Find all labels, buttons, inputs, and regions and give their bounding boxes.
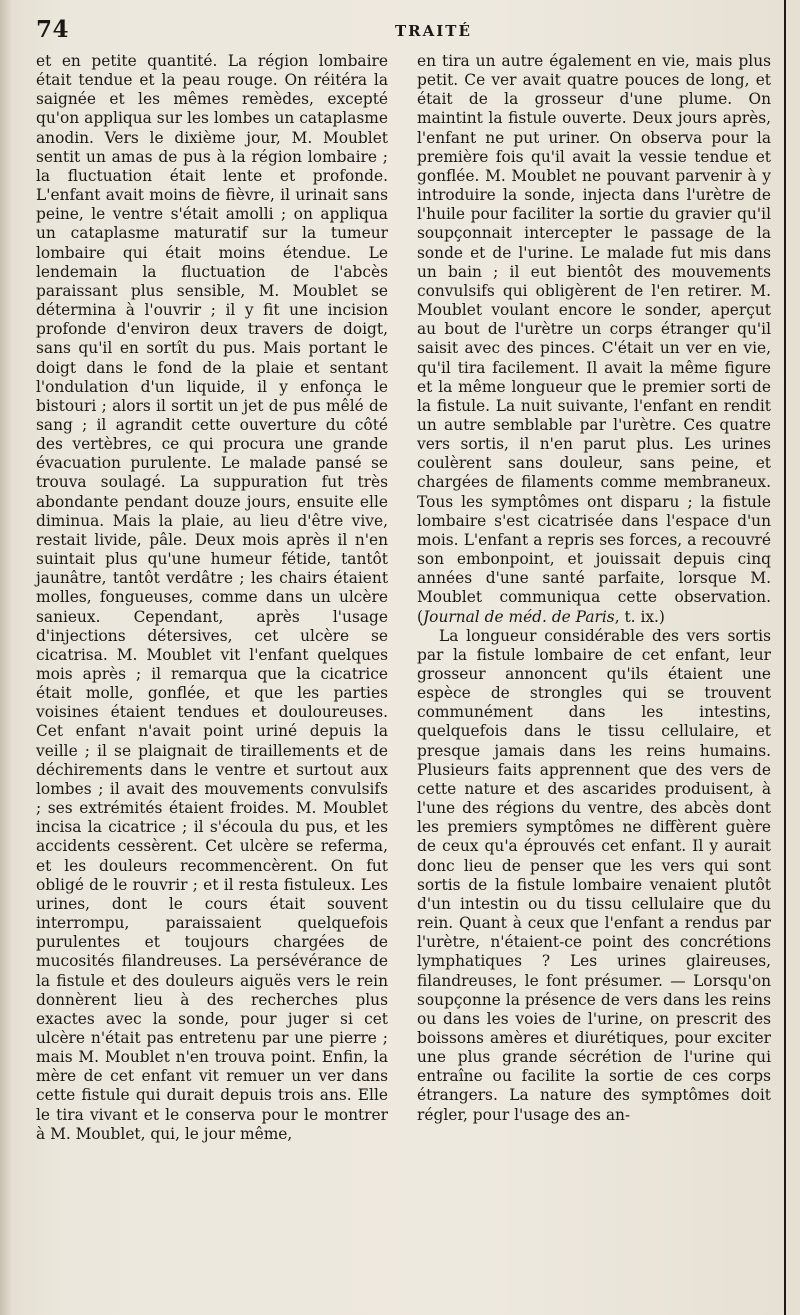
page-gutter-shadow bbox=[0, 0, 12, 1315]
right-column bbox=[417, 52, 771, 1125]
citation-open: ( bbox=[417, 607, 424, 626]
page-number: 74 bbox=[36, 16, 70, 43]
paragraph: La longueur considérable des vers sortis par la fistule lombaire de cet enfant, leur grosseur annoncent qu'ils étaient une espèce de strongles qui se trouvent communément dans les intestins, quelquefois dans le tissu cellulaire, et presque jamais dans les reins humains. Plusieurs faits apprennent que des vers de cette nature et des ascarides produisent, à l'une des régions du ventre, des abcès dont les premiers symptômes ne diffèrent guère de ceux qu'a éprouvés cet enfant. Il y aurait donc lieu de penser que les vers qui sont sortis de la fistule lombaire venaient plutôt d'un intestin ou du tissu cellulaire que du rein. Quant à ceux que l'enfant a rendus par l'urètre, n'étaient-ce point des concrétions lymphatiques ? Les urines glaireuses, filandreuses, le font présumer. — Lorsqu'on soupçonne la présence de vers dans les reins ou dans les voies de l'urine, on prescrit des boissons amères et diurétiques, pour exciter une plus grande sécrétion de l'urine qui entraîne ou facilite la sortie de ces corps étrangers. La nature des symptômes doit régler, pour l'usage des an- bbox=[417, 626, 771, 1124]
paragraph: et en petite quantité. La région lombaire était tendue et la peau rouge. On réitéra la saignée et les mêmes remèdes, excepté qu'on appliqua sur les lombes un cataplasme anodin. Vers le dixième jour, M. Moublet sentit un amas de pus à la région lombaire ; la fluctuation était lente et profonde. L'enfant avait moins de fièvre, il urinait sans peine, le ventre s'était amolli ; on appliqua un cataplasme maturatif sur la tumeur lombaire qui était moins étendue. Le lendemain la fluctuation de l'abcès paraissant plus sensible, M. Moublet se détermina à l'ouvrir ; il y fit une incision profonde d'environ deux travers de doigt, sans qu'il en sortît du pus. Mais portant le doigt dans le fond de la plaie et sentant l'ondulation d'un liquide, il y enfonça le bistouri ; alors il sortit un jet de pus mêlé de sang ; il agrandit cette ouverture du côté des vertèbres, ce qui procura une grande évacuation purulente. Le malade pansé se trouva soulagé. La suppuration fut très abondante pendant douze jours, ensuite elle diminua. Mais la plaie, au lieu d'être vive, restait livide, pâle. Deux mois après il n'en suintait plus qu'une humeur fétide, tantôt jaunâtre, tantôt verdâtre ; les chairs étaient molles, fongueuses, comme dans un ulcère sanieux. Cependant, après l'usage d'injections détersives, cet ulcère se cicatrisa. M. Moublet vit l'enfant quelques mois après ; il remarqua que la cicatrice était molle, gonflée, et que les parties voisines étaient tendues et douloureuses. Cet enfant n'avait point uriné depuis la veille ; il se plaignait de tiraillements et de déchirements dans le ventre et surtout aux lombes ; il avait des mouvements convulsifs ; ses extrémités étaient froides. M. Moublet incisa la cicatrice ; il s'écoula du pus, et les accidents cessèrent. Cet ulcère se referma, et les douleurs recommencèrent. On fut obligé de le rouvrir ; et il resta fistuleux. Les urines, dont le cours était souvent interrompu, paraissaient quelquefois purulentes et toujours chargées de mucosités filandreuses. La persévérance de la fistule et des douleurs aiguës vers le rein donnèrent lieu à des recherches plus exactes avec la sonde, pour juger si cet ulcère n'était pas entretenu par une pierre ; mais M. Moublet n'en trouva point. Enfin, la mère de cet enfant vit remuer un ver dans cette fistule qui durait depuis trois ans. Elle le tira vivant et le conserva pour le montrer à M. Moublet, qui, le jour même, bbox=[36, 52, 388, 1143]
running-title: TRAITÉ bbox=[395, 22, 472, 40]
paragraph bbox=[417, 52, 771, 627]
citation-journal: Journal de méd. de Paris bbox=[423, 607, 615, 626]
citation-rest: , t. ix.) bbox=[614, 607, 665, 626]
page-edge-rule bbox=[784, 0, 786, 1315]
paragraph-text: en tira un autre également en vie, mais plus petit. Ce ver avait quatre pouces de long, et était de la grosseur d'une plume. On maintint la fistule ouverte. Deux jours après, l'enfant ne put uriner. On observa pour la première fois qu'il avait la vessie tendue et gonflée. M. Moublet ne pouvant parvenir à y introduire la sonde, injecta dans l'urètre de l'huile pour faciliter la sortie du gravier qu'il soupçonnait intercepter le passage de la sonde et de l'urine. Le malade fut mis dans un bain ; il eut bientôt des mouvements convulsifs qui obligèrent de l'en retirer. M. Moublet voulant encore le sonder, aperçut au bout de l'urètre un corps étranger qu'il saisit avec des pinces. C'était un ver en vie, qu'il tira facilement. Il avait la même figure et la même longueur que le premier sorti de la fistule. La nuit suivante, l'enfant en rendit un autre semblable par l'urètre. Ces quatre vers sortis, il n'en parut plus. Les urines coulèrent sans douleur, sans peine, et chargées de filaments comme membraneux. Tous les symptômes ont disparu ; la fistule lombaire s'est cicatrisée dans l'espace d'un mois. L'enfant a repris ses forces, a recouvré son embonpoint, et jouissait depuis cinq années d'une santé parfaite, lorsque M. Moublet communiqua cette observation. bbox=[417, 52, 771, 607]
left-column bbox=[36, 52, 388, 1144]
